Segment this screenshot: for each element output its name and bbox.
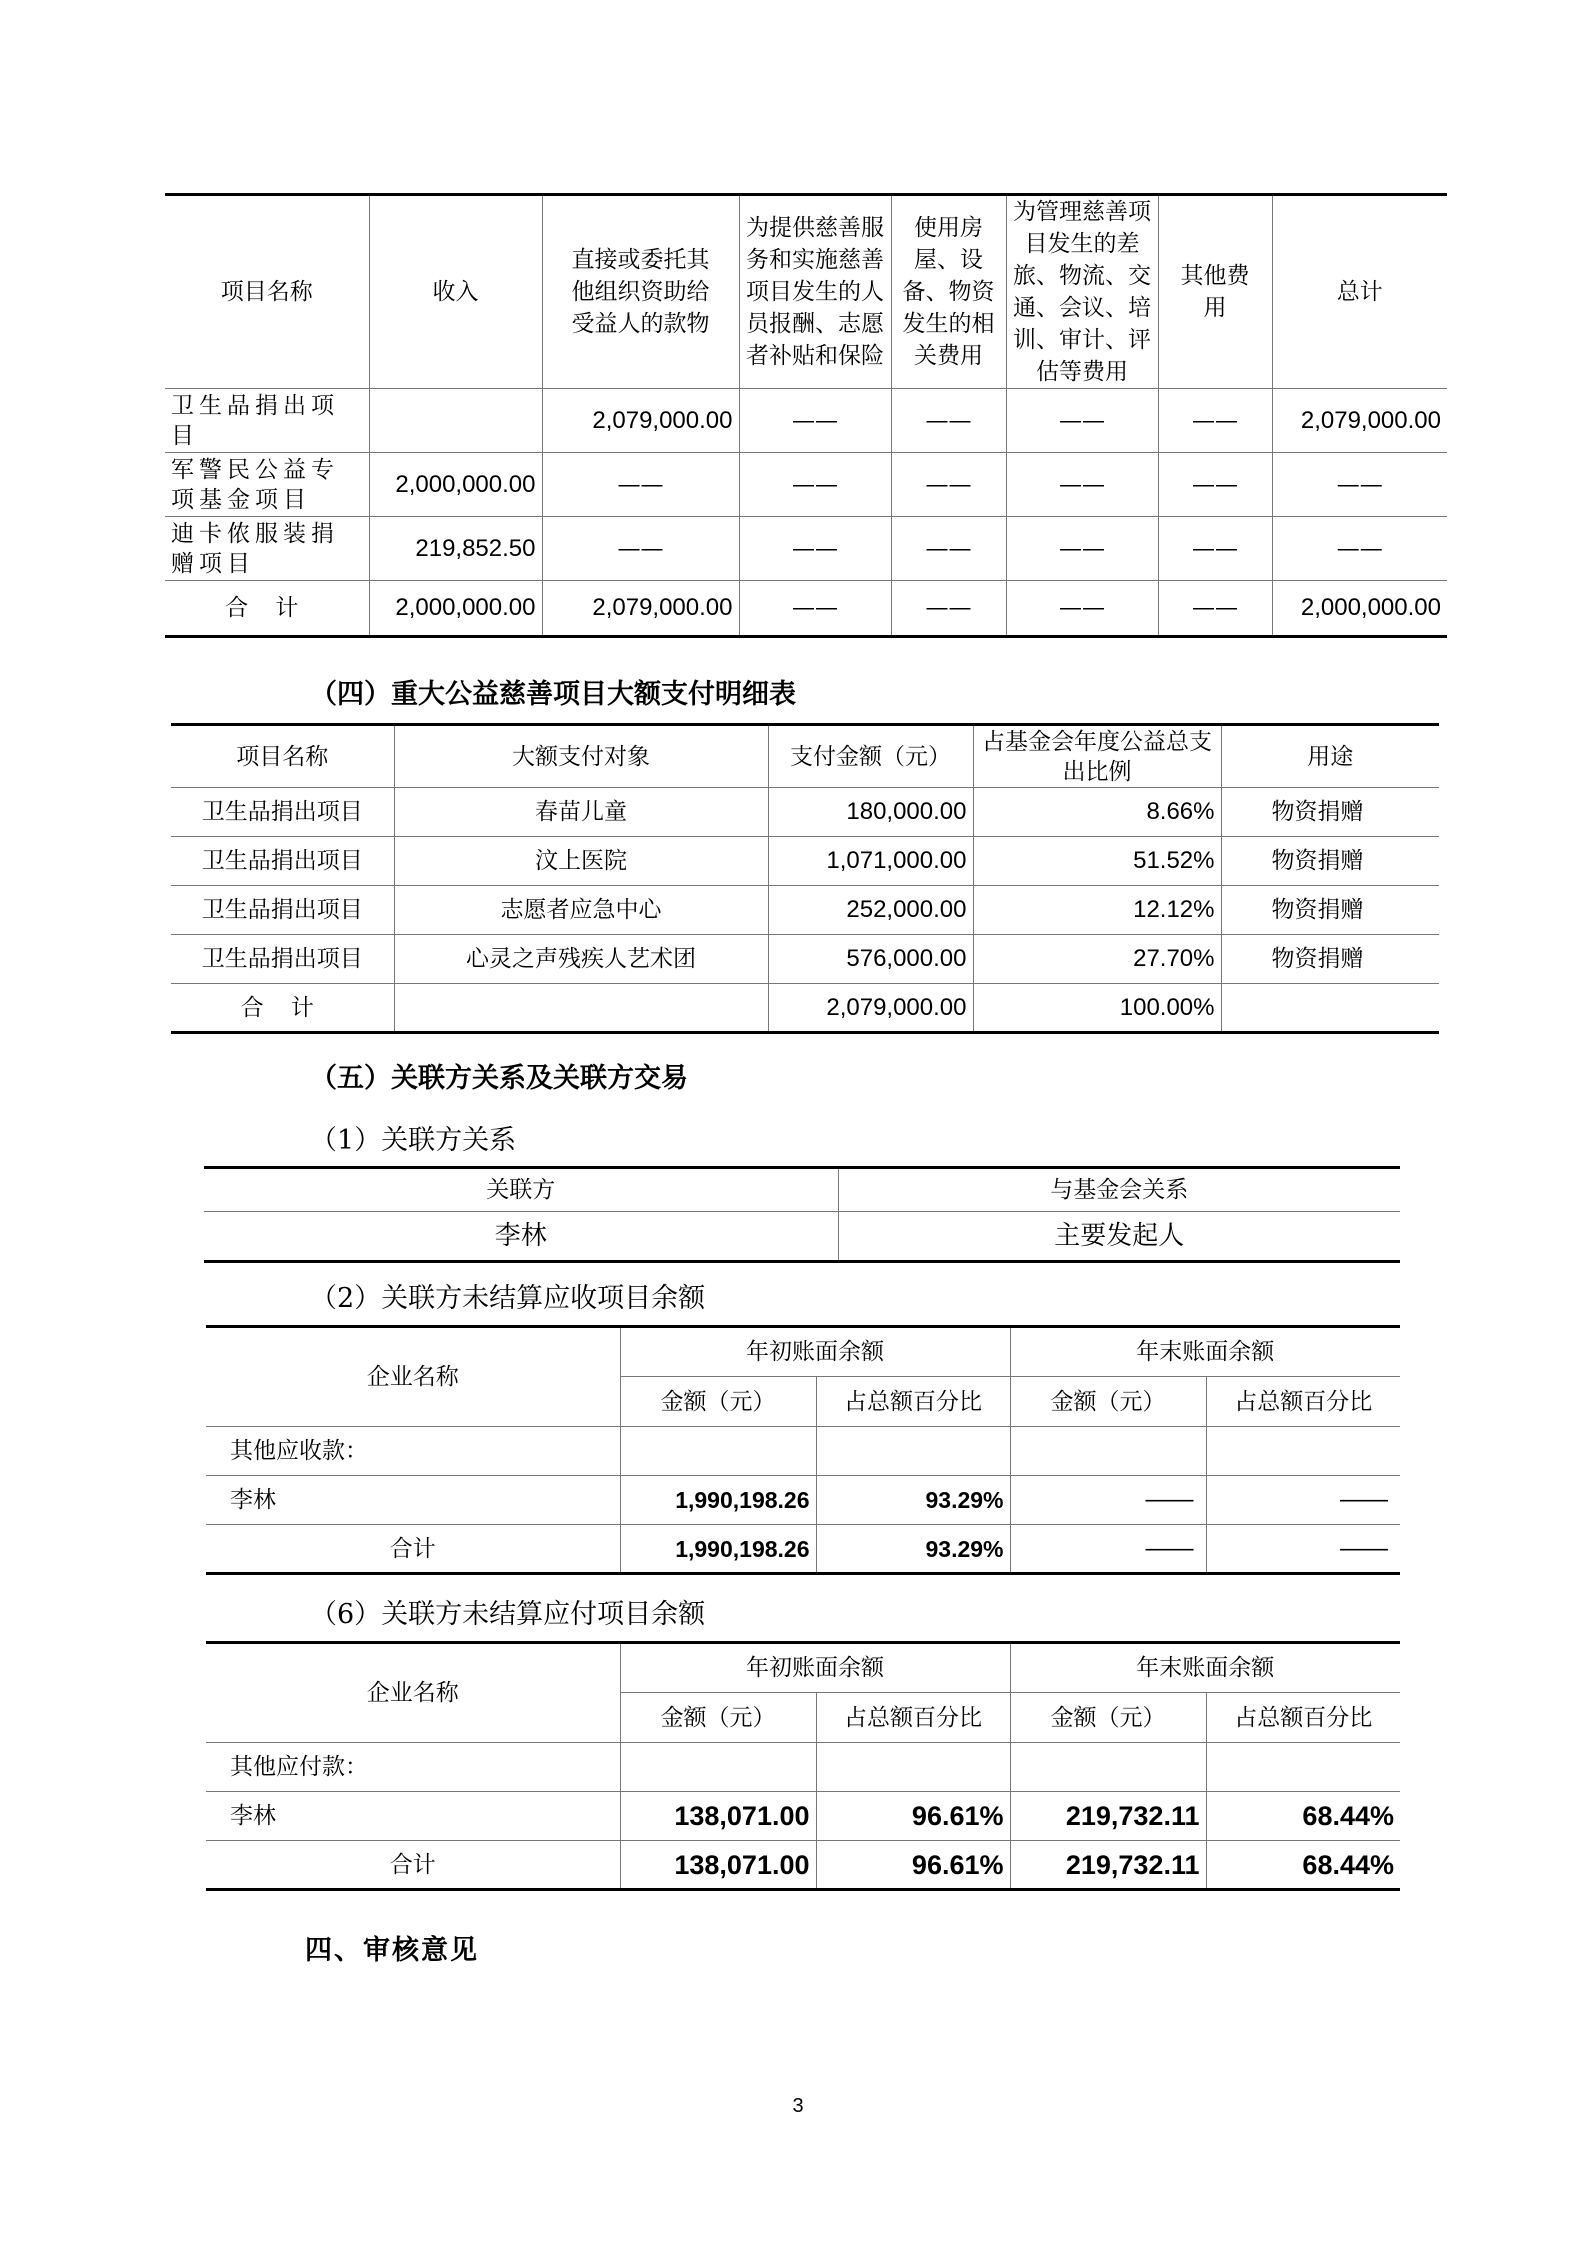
begin-percent: 93.29% [816, 1525, 1010, 1574]
company-name: 李林 [206, 1792, 620, 1841]
header-other: 其他费用 [1158, 195, 1272, 389]
header-begin-balance: 年初账面余额 [620, 1643, 1010, 1693]
header-project-name: 项目名称 [165, 195, 369, 389]
party-name: 李林 [204, 1212, 838, 1262]
ratio: 51.52% [973, 837, 1221, 886]
ratio: 27.70% [973, 935, 1221, 984]
dash-cell: —— [1006, 453, 1158, 517]
large-payment-table [171, 723, 1439, 1034]
begin-percent: 96.61% [816, 1792, 1010, 1841]
project-name: 卫生品捐出项目 [171, 886, 394, 935]
table-row [171, 935, 1439, 984]
table-total-row [165, 581, 1447, 637]
dash-cell: —— [891, 453, 1006, 517]
category-label: 其他应付款： [206, 1743, 620, 1792]
income-cell: 2,000,000.00 [369, 453, 542, 517]
header-company: 企业名称 [206, 1643, 620, 1743]
begin-percent: 93.29% [816, 1476, 1010, 1525]
total-cell: 2,079,000.00 [1272, 389, 1447, 453]
use [1221, 984, 1439, 1033]
total-label: 合计 [206, 1841, 620, 1890]
table-row [206, 1792, 1400, 1841]
end-amount: 219,732.11 [1010, 1792, 1206, 1841]
header-begin-balance: 年初账面余额 [620, 1327, 1010, 1377]
subsection-2-title: （2）关联方未结算应收项目余额 [310, 1283, 706, 1314]
header-direct-aid: 直接或委托其他组织资助给受益人的款物 [542, 195, 739, 389]
header-party: 关联方 [204, 1168, 838, 1212]
header-relation: 与基金会关系 [838, 1168, 1400, 1212]
header-use: 用途 [1221, 725, 1439, 788]
table-row [171, 837, 1439, 886]
use: 物资捐赠 [1221, 886, 1439, 935]
end-amount: —— [1010, 1476, 1206, 1525]
table-row [165, 517, 1447, 581]
header-payee: 大额支付对象 [394, 725, 768, 788]
dash-cell: —— [542, 453, 739, 517]
total-cell: 2,000,000.00 [1272, 581, 1447, 637]
empty-cell [816, 1743, 1010, 1792]
page-number: 3 [792, 2095, 804, 2117]
header-amount: 金额（元） [1010, 1693, 1206, 1743]
header-amount: 金额（元） [1010, 1377, 1206, 1427]
payee: 春苗儿童 [394, 788, 768, 837]
dash-cell: —— [542, 517, 739, 581]
receivable-table [206, 1325, 1400, 1575]
category-label: 其他应收款： [206, 1427, 620, 1476]
header-percent: 占总额百分比 [1206, 1377, 1400, 1427]
dash-cell: —— [1158, 389, 1272, 453]
header-management: 为管理慈善项目发生的差旅、物流、交通、会议、培训、审计、评估等费用 [1006, 195, 1158, 389]
payee: 汶上医院 [394, 837, 768, 886]
section-5-title: （五）关联方关系及关联方交易 [310, 1063, 688, 1094]
dash-cell: —— [1006, 581, 1158, 637]
end-amount: —— [1010, 1525, 1206, 1574]
project-name: 迪卡侬服装捐赠项目 [165, 517, 369, 581]
table-total-row [171, 984, 1439, 1033]
empty-cell [1010, 1743, 1206, 1792]
header-amount: 支付金额（元） [768, 725, 973, 788]
empty-cell [1206, 1743, 1400, 1792]
table-row [206, 1476, 1400, 1525]
table-total-row [206, 1841, 1400, 1890]
table-total-row [206, 1525, 1400, 1574]
dash-cell: —— [1158, 581, 1272, 637]
dash-cell: —— [1158, 517, 1272, 581]
total-label: 合计 [206, 1525, 620, 1574]
end-percent: 68.44% [1206, 1841, 1400, 1890]
table-row [171, 886, 1439, 935]
dash-cell: —— [891, 517, 1006, 581]
header-end-balance: 年末账面余额 [1010, 1327, 1400, 1377]
total-label: 合 计 [171, 984, 394, 1033]
direct-cell: 2,079,000.00 [542, 389, 739, 453]
dash-cell: —— [739, 389, 891, 453]
empty-cell [1206, 1427, 1400, 1476]
payee [394, 984, 768, 1033]
end-percent: 68.44% [1206, 1792, 1400, 1841]
end-percent: —— [1206, 1525, 1400, 1574]
project-name: 军警民公益专项基金项目 [165, 453, 369, 517]
ratio: 8.66% [973, 788, 1221, 837]
section-4-title: （四）重大公益慈善项目大额支付明细表 [310, 679, 796, 710]
header-company: 企业名称 [206, 1327, 620, 1427]
header-total: 总计 [1272, 195, 1447, 389]
total-label: 合 计 [165, 581, 369, 637]
dash-cell: —— [1158, 453, 1272, 517]
begin-amount: 138,071.00 [620, 1792, 816, 1841]
begin-percent: 96.61% [816, 1841, 1010, 1890]
dash-cell: —— [1272, 517, 1447, 581]
header-end-balance: 年末账面余额 [1010, 1643, 1400, 1693]
end-amount: 219,732.11 [1010, 1841, 1206, 1890]
dash-cell: —— [891, 389, 1006, 453]
ratio: 100.00% [973, 984, 1221, 1033]
dash-cell: —— [891, 581, 1006, 637]
company-name: 李林 [206, 1476, 620, 1525]
amount: 180,000.00 [768, 788, 973, 837]
header-percent: 占总额百分比 [816, 1377, 1010, 1427]
begin-amount: 1,990,198.26 [620, 1525, 816, 1574]
table-row [204, 1212, 1400, 1262]
header-percent: 占总额百分比 [1206, 1693, 1400, 1743]
section-four-title: 四、审核意见 [305, 1935, 479, 1966]
header-amount: 金额（元） [620, 1693, 816, 1743]
use: 物资捐赠 [1221, 788, 1439, 837]
payee: 心灵之声残疾人艺术团 [394, 935, 768, 984]
begin-amount: 1,990,198.26 [620, 1476, 816, 1525]
related-party-table [204, 1166, 1400, 1263]
amount: 2,079,000.00 [768, 984, 973, 1033]
dash-cell: —— [1006, 389, 1158, 453]
dash-cell: —— [739, 517, 891, 581]
ratio: 12.12% [973, 886, 1221, 935]
header-percent: 占总额百分比 [816, 1693, 1010, 1743]
header-facilities: 使用房屋、设备、物资发生的相关费用 [891, 195, 1006, 389]
relation: 主要发起人 [838, 1212, 1400, 1262]
empty-cell [816, 1427, 1010, 1476]
dash-cell: —— [739, 453, 891, 517]
project-expense-table [165, 193, 1447, 638]
use: 物资捐赠 [1221, 837, 1439, 886]
header-project-name: 项目名称 [171, 725, 394, 788]
project-name: 卫生品捐出项目 [171, 837, 394, 886]
dash-cell: —— [1272, 453, 1447, 517]
project-name: 卫生品捐出项目 [171, 788, 394, 837]
amount: 576,000.00 [768, 935, 973, 984]
project-name: 卫生品捐出项目 [171, 935, 394, 984]
end-percent: —— [1206, 1476, 1400, 1525]
income-cell: 219,852.50 [369, 517, 542, 581]
use: 物资捐赠 [1221, 935, 1439, 984]
subsection-6-title: （6）关联方未结算应付项目余额 [310, 1599, 706, 1630]
empty-cell [1010, 1427, 1206, 1476]
empty-cell [620, 1743, 816, 1792]
project-name: 卫生品捐出项目 [165, 389, 369, 453]
header-amount: 金额（元） [620, 1377, 816, 1427]
dash-cell: —— [1006, 517, 1158, 581]
table-row [165, 389, 1447, 453]
subsection-1-title: （1）关联方关系 [310, 1125, 517, 1156]
header-income: 收入 [369, 195, 542, 389]
table-row [165, 453, 1447, 517]
begin-amount: 138,071.00 [620, 1841, 816, 1890]
header-ratio: 占基金会年度公益总支出比例 [973, 725, 1221, 788]
empty-cell [620, 1427, 816, 1476]
dash-cell: —— [739, 581, 891, 637]
payable-table [206, 1641, 1400, 1891]
payee: 志愿者应急中心 [394, 886, 768, 935]
amount: 252,000.00 [768, 886, 973, 935]
direct-cell: 2,079,000.00 [542, 581, 739, 637]
table-row [171, 788, 1439, 837]
income-cell [369, 389, 542, 453]
header-personnel: 为提供慈善服务和实施慈善项目发生的人员报酬、志愿者补贴和保险 [739, 195, 891, 389]
amount: 1,071,000.00 [768, 837, 973, 886]
income-cell: 2,000,000.00 [369, 581, 542, 637]
